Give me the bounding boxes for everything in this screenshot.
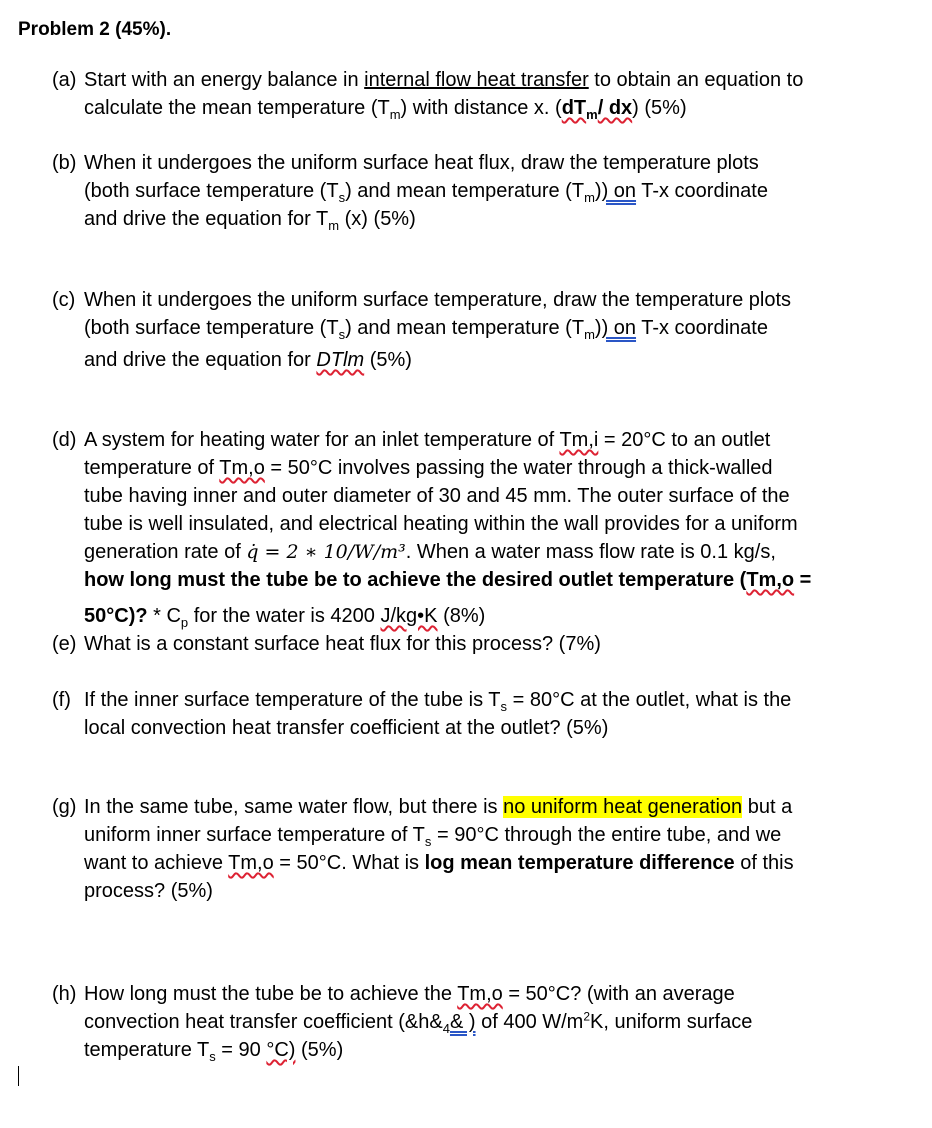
text: tube is well insulated, and electrical heating within the wall provides for a uniform [84,513,798,535]
text: (both surface temperature (T [84,180,339,202]
text-cursor [18,1066,19,1086]
link-h-avg[interactable]: & ) [449,1011,476,1033]
text: tube having inner and outer diameter of 30 and 45 mm. The outer surface of the [84,485,790,507]
generation-rate-equation: q̇ = 2 ∗ 10/W/m³ [246,541,406,563]
tm-i-symbol: Tm,i [559,429,599,451]
link-on[interactable]: )) on [594,180,637,202]
text: How long must the tube be to achieve the [84,983,458,1005]
unit-celsius: °C) [266,1039,296,1061]
part-a [52,66,872,122]
text: (x) (5%) [339,208,416,230]
subscript: s [209,1049,216,1064]
unit-j-kg-k: J/kg•K [380,605,438,627]
part-f [52,686,872,742]
text: Start with an energy balance in [84,69,365,91]
highlighted-text: no uniform heat generation [503,796,743,818]
text: process? (5%) [84,880,213,902]
text: K, uniform surface [590,1011,753,1033]
part-d [52,426,872,658]
text: If the inner surface temperature of the tube is T [84,689,501,711]
text: = 80°C at the outlet, what is the [507,689,792,711]
text: and drive the equation for [84,349,317,371]
text: In the same tube, same water flow, but there is [84,796,504,818]
subscript: s [338,190,346,205]
text: = 90°C through the entire tube, and we [431,824,782,846]
text: uniform inner surface temperature of T [84,824,425,846]
text: ) and mean temperature (T [345,180,585,202]
part-c-label: (c) [52,289,76,311]
tm-o-symbol: Tm,o [746,569,795,591]
tm-o-symbol: Tm,o [457,983,503,1005]
text: of 400 W/m [475,1011,584,1033]
text: and drive the equation for T [84,208,329,230]
tm-o-symbol: Tm,o [228,852,274,874]
text: log mean temperature difference [424,852,735,874]
text: generation rate of [84,541,247,563]
part-b-label: (b) [52,152,77,174]
subscript: p [180,615,189,630]
delta-t-lm-symbol: DTlm [316,349,365,371]
problem-title: Problem 2 (45%). [18,19,172,40]
text: = 50°C? (with an average [502,983,735,1005]
text: When it undergoes the uniform surface heat flux, draw the temperature plots [84,152,759,174]
text: A system for heating water for an inlet temperature of [84,429,560,451]
text: = 90 [215,1039,267,1061]
text: (5%) [364,349,412,371]
text: = 20°C to an outlet [598,429,771,451]
text: 50°C)? [84,605,148,627]
text: ) with distance x. ( [400,97,562,119]
text: dT [561,97,587,119]
text: T-x coordinate [636,317,768,339]
link-on[interactable]: )) on [594,317,637,339]
text: convection heat transfer coefficient (&h& [84,1011,443,1033]
text: ) (5%) [632,97,687,119]
part-g [52,793,872,905]
text: (8%) [437,605,486,627]
part-b [52,149,872,233]
text: want to achieve [84,852,229,874]
tm-o-symbol: Tm,o [219,457,265,479]
subscript: s [424,834,432,849]
text: (5%) [295,1039,344,1061]
part-g-label: (g) [52,796,77,818]
part-c [52,286,872,374]
part-h-label: (h) [52,983,77,1005]
text: local convection heat transfer coefficient at the outlet? (5%) [84,717,609,739]
subscript: m [586,107,598,122]
text: temperature T [84,1039,210,1061]
text: but a [742,796,793,818]
subscript: m [584,327,595,342]
text: . When a water mass flow rate is 0.1 kg/s, [405,541,776,563]
dtm-dx-term [561,97,633,122]
superscript: 2 [583,1009,591,1024]
text: What is a constant surface heat flux for this process? (7%) [84,633,601,655]
subscript: s [338,327,346,342]
text: * C [147,605,181,627]
subscript: m [328,218,340,233]
subscript: s [500,699,508,714]
text: = 50°C involves passing the water through a thick-walled [264,457,773,479]
part-f-label: (f) [52,689,71,711]
subscript: m [389,107,401,122]
text: temperature of [84,457,220,479]
text: for the water is 4200 [188,605,381,627]
text: to obtain an equation to [588,69,804,91]
text: When it undergoes the uniform surface temperature, draw the temperature plots [84,289,792,311]
text: = 50°C. What is [273,852,425,874]
text: ) and mean temperature (T [345,317,585,339]
text: = [794,569,812,591]
text: how long must the tube be to achieve the desired outlet temperature ( [84,569,747,591]
text: / dx [597,97,633,119]
text: of this [734,852,794,874]
part-d-label: (d) [52,429,77,451]
text: (both surface temperature (T [84,317,339,339]
subscript: m [584,190,595,205]
part-a-label: (a) [52,69,77,91]
part-e-label: (e) [52,633,77,655]
subscript: 4 [442,1021,450,1036]
text: T-x coordinate [636,180,768,202]
link-internal-flow[interactable]: internal flow heat transfer [364,69,589,91]
part-h [52,980,872,1064]
text: calculate the mean temperature (T [84,97,390,119]
